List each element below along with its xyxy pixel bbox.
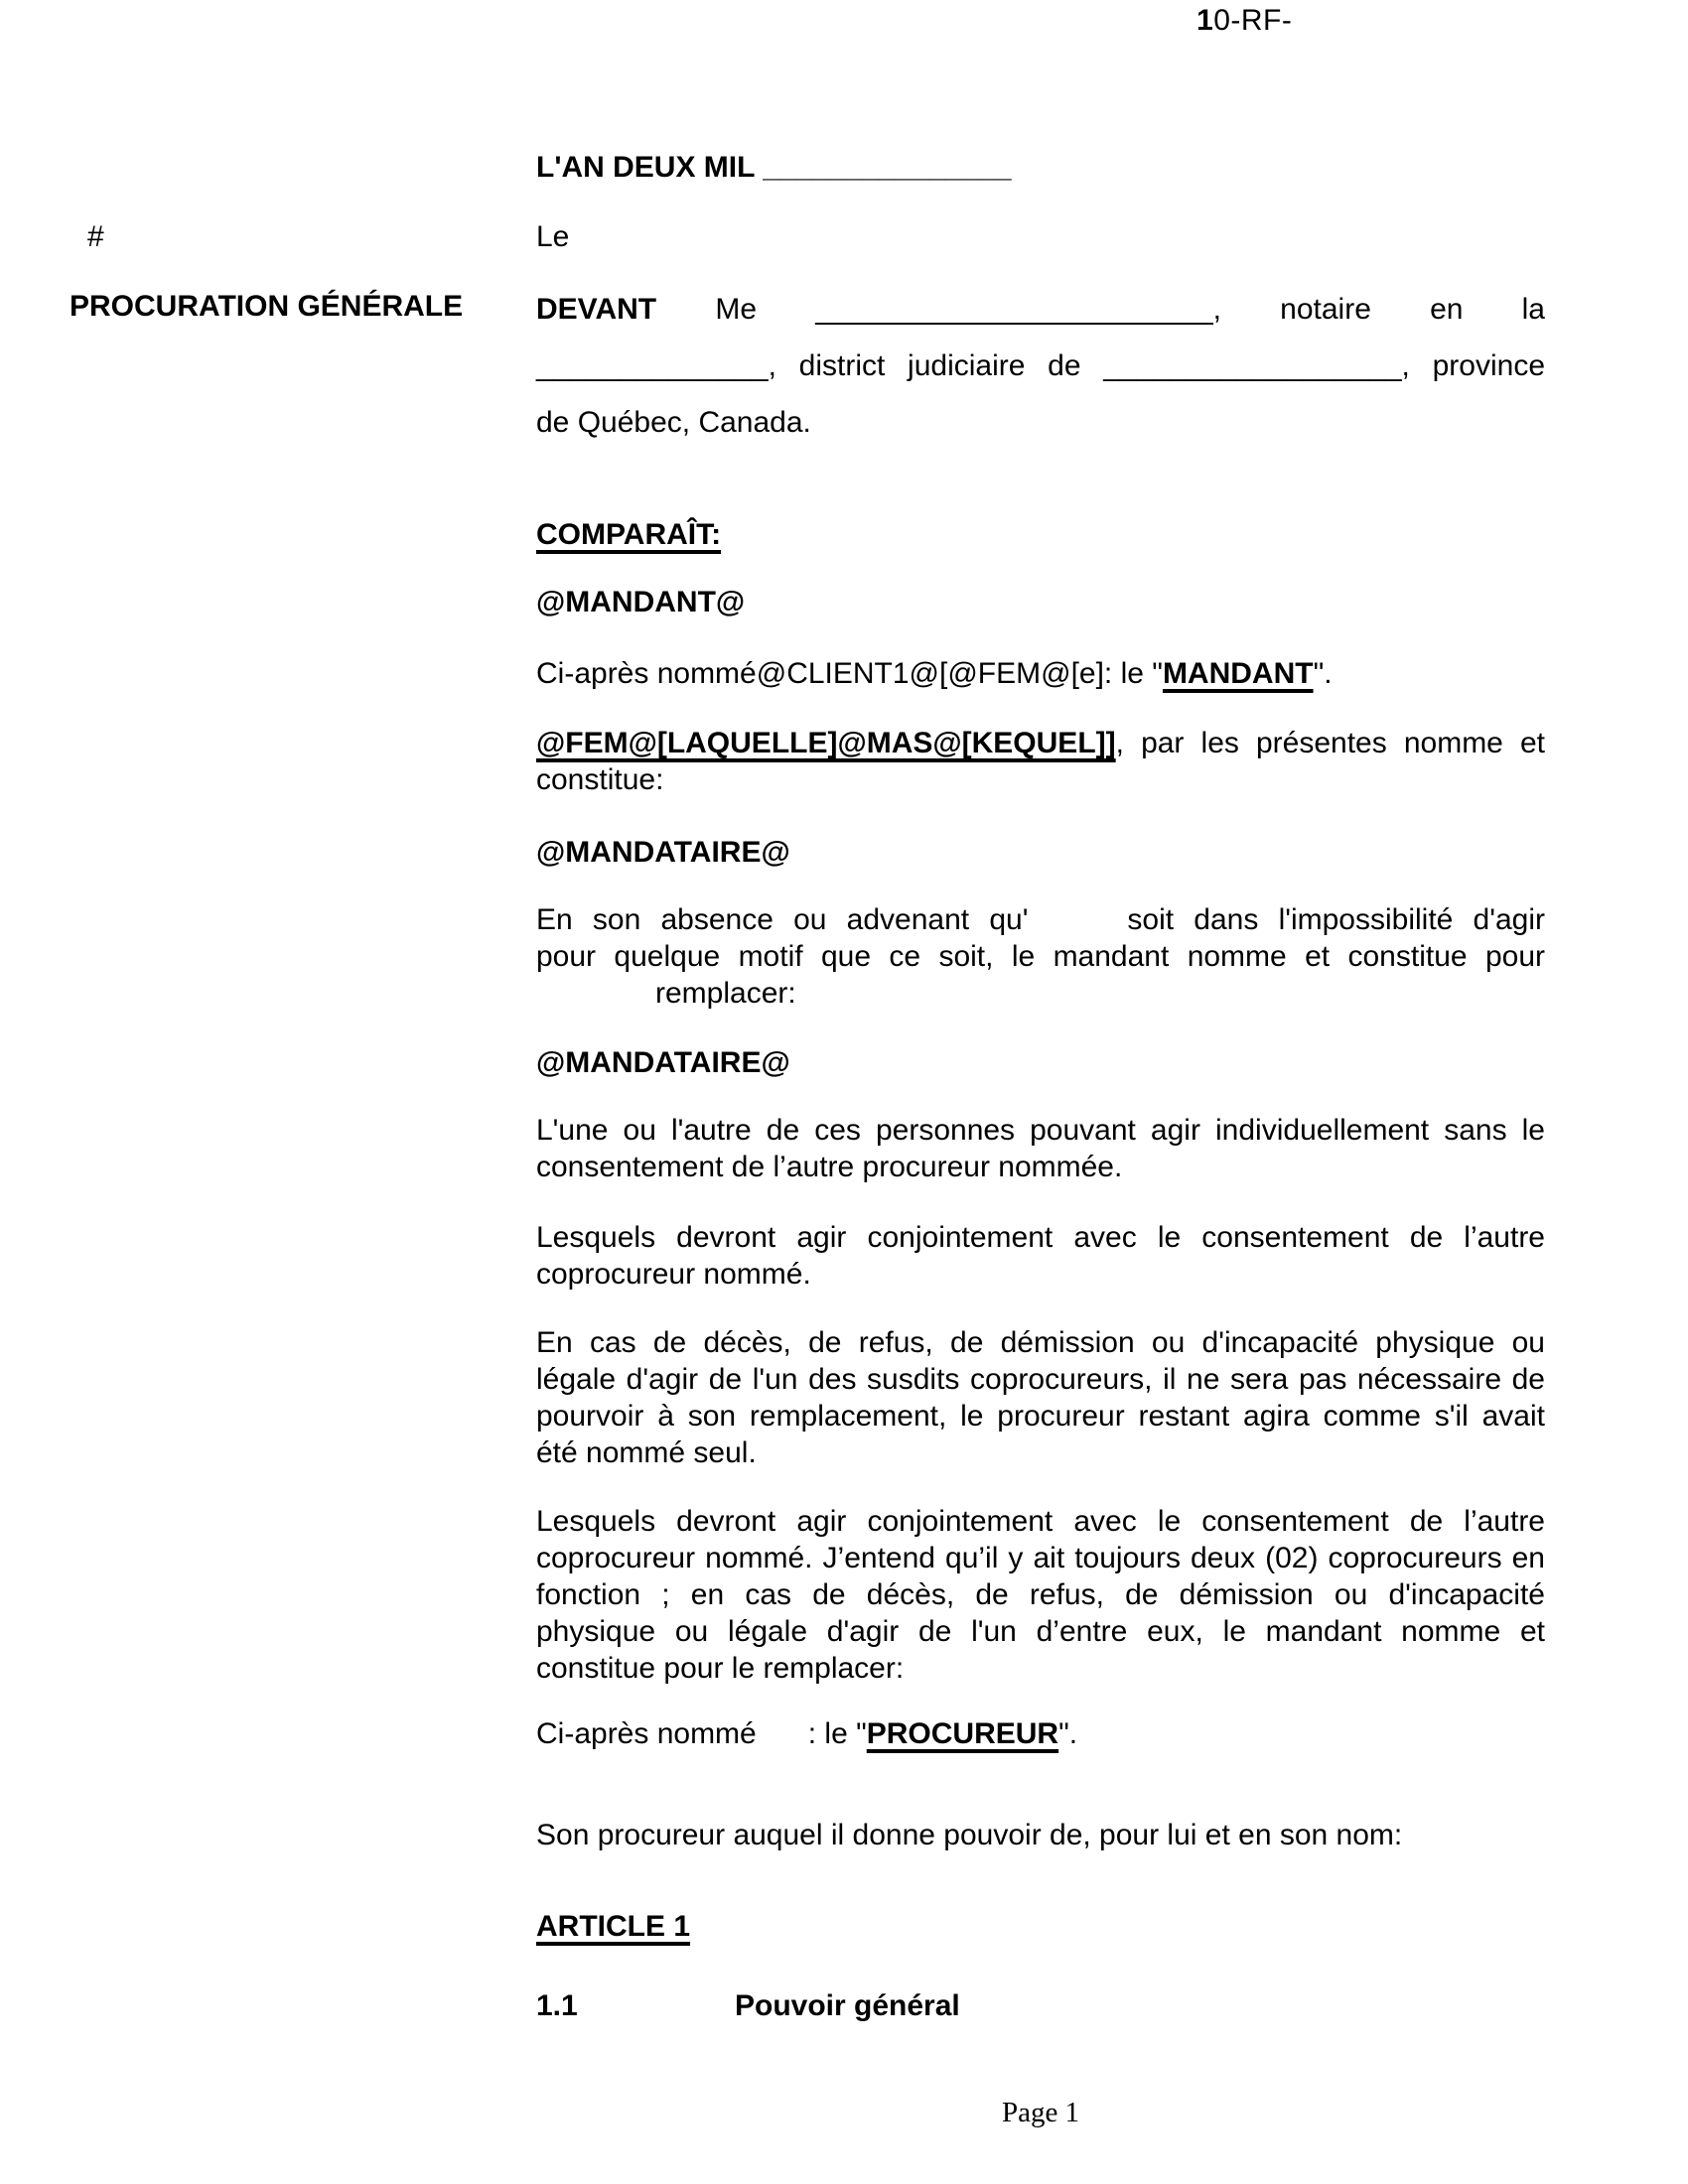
doc-reference-suffix: 0-RF-	[1213, 4, 1293, 37]
margin-hash-mark: #	[87, 220, 104, 253]
fill-in-blank-space	[757, 1742, 808, 1743]
devant-label: DEVANT	[536, 293, 657, 326]
lune-line-2: consentement de l’autre procureur nommée.	[536, 1151, 1123, 1183]
ciapres-mandant-post: ".	[1313, 657, 1333, 690]
section-1-1	[536, 1987, 1545, 2024]
deces-line-1: En cas de décès, de refus, de démission ou d'incapacité physique ou	[536, 1326, 1545, 1359]
ciapres-mandant-pre: Ci-après nommé@CLIENT1@[@FEM@[e]: le "	[536, 657, 1163, 690]
lesquels-2-line-5: constitue pour le remplacer:	[536, 1652, 905, 1685]
fem-codes-line-2: constitue:	[536, 763, 664, 796]
deces-line-2: légale d'agir de l'un des susdits coprocureurs, il ne sera pas nécessaire de	[536, 1363, 1545, 1396]
devant-line-2: ______________, district judiciaire de __________________, province	[536, 349, 1545, 382]
comparait-heading-text: COMPARAÎT:	[536, 518, 722, 551]
token-mandataire-1: @MANDATAIRE@	[536, 836, 790, 869]
paragraph-deces	[536, 1324, 1545, 1471]
absence-line-1	[536, 901, 1545, 938]
deces-line-4: été nommé seul.	[536, 1436, 757, 1469]
token-mandant: @MANDANT@	[536, 586, 746, 618]
section-1-1-number: 1.1	[536, 1989, 578, 2022]
ciapres-procureur-post: ".	[1058, 1717, 1078, 1750]
fill-in-blank-space	[1028, 928, 1127, 929]
token-mandataire-2: @MANDATAIRE@	[536, 1046, 790, 1079]
paragraph-lesquels-1	[536, 1219, 1545, 1293]
absence-line-1-b: soit dans l'impossibilité d'agir	[1127, 903, 1545, 936]
lune-line-1: L'une ou l'autre de ces personnes pouvant agir individuellement sans le	[536, 1114, 1545, 1147]
line-ciapres-procureur	[536, 1715, 1545, 1752]
lesquels-2-line-4: physique ou légale d'agir de l'un d’entre eux, le mandant nomme et	[536, 1615, 1545, 1648]
line-le: Le	[536, 220, 570, 253]
line-an-deux-mil: L'AN DEUX MIL _______________	[536, 151, 1012, 184]
heading-comparait	[536, 516, 1545, 553]
lesquels-1-line-1: Lesquels devront agir conjointement avec le consentement de l’autre	[536, 1221, 1545, 1254]
fem-codes-line-1	[536, 725, 1545, 761]
margin-doc-title: PROCURATION GÉNÉRALE	[70, 290, 464, 323]
fem-codes-token: @FEM@[LAQUELLE]@MAS@[KEQUEL]]	[536, 727, 1116, 759]
deces-line-3: pourvoir à son remplacement, le procureur restant agira comme s'il avait	[536, 1400, 1545, 1433]
lesquels-1-line-2: coprocureur nommé.	[536, 1258, 811, 1291]
procureur-defined-term: PROCUREUR	[866, 1717, 1059, 1750]
mandant-defined-term: MANDANT	[1162, 657, 1314, 690]
paragraph-fem-codes	[536, 725, 1545, 798]
page-number-footer: Page 1	[1001, 2097, 1080, 2128]
devant-line-3: de Québec, Canada.	[536, 406, 811, 439]
lesquels-2-line-3: fonction ; en cas de décès, de refus, de démission ou d'incapacité	[536, 1578, 1545, 1611]
section-1-1-title: Pouvoir général	[735, 1989, 960, 2022]
devant-line-1	[536, 281, 1545, 338]
absence-line-1-a: En son absence ou advenant qu'	[536, 903, 1029, 936]
ciapres-procureur-pre: Ci-après nommé	[536, 1717, 757, 1750]
ciapres-procureur-mid: : le "	[807, 1717, 867, 1750]
main-text-column	[536, 0, 1545, 2184]
fem-codes-line-1-rest: , par les présentes nomme et	[1115, 727, 1545, 759]
line-ciapres-mandant	[536, 655, 1545, 692]
paragraph-lune	[536, 1112, 1545, 1185]
heading-article-1	[536, 1908, 1545, 1945]
devant-line-1-rest: Me ________________________, notaire en la	[715, 293, 1545, 326]
lesquels-2-line-2: coprocureur nommé. J’entend qu’il y ait toujours deux (02) coprocureurs en	[536, 1542, 1545, 1574]
absence-line-2: pour quelque motif que ce soit, le mandant nomme et constitue pour	[536, 940, 1545, 973]
doc-reference-number: 1	[1196, 4, 1214, 37]
paragraph-devant	[536, 281, 1545, 451]
article-1-heading-text: ARTICLE 1	[536, 1910, 691, 1943]
lesquels-2-line-1: Lesquels devront agir conjointement avec le consentement de l’autre	[536, 1505, 1545, 1538]
absence-line-3: remplacer:	[655, 977, 796, 1010]
line-son-procureur: Son procureur auquel il donne pouvoir de, pour lui et en son nom:	[536, 1819, 1403, 1851]
paragraph-absence	[536, 901, 1545, 1012]
paragraph-lesquels-2	[536, 1503, 1545, 1687]
